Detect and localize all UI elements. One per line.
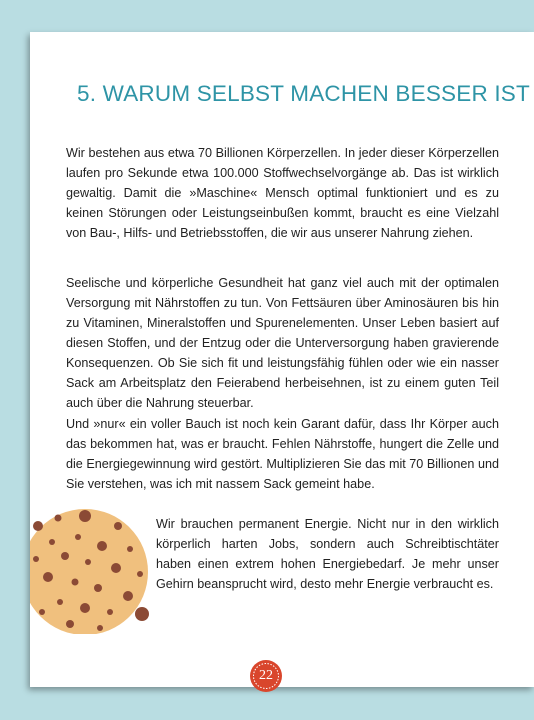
- book-page: [30, 32, 534, 687]
- cookie-body: [30, 509, 148, 634]
- paragraph-1: Wir bestehen aus etwa 70 Billionen Körperzellen. In jeder dieser Körperzellen laufen pro Sekunde etwa 100.000 Stoffwechselvorgänge ab. Das ist wirklich gewaltig. Damit die »Maschine« Mensch optimal funktioniert und es zu keinen Störungen oder Leistungseinbußen kommt, braucht es eine Vielzahl von Bau-, Hilfs- und Betriebsstoffen, die wir aus unserer Nahrung ziehen.: [66, 146, 499, 240]
- page-number: 22: [259, 668, 273, 683]
- chapter-heading: 5. WARUM SELBST MACHEN BESSER IST: [77, 81, 530, 106]
- paragraph-4: Wir brauchen permanent Energie. Nicht nur in den wirklich körperlich harten Jobs, sondern auch Schreibtischtäter haben einen extrem hohen Energiebedarf. Je mehr unser Gehirn beansprucht wird, desto mehr Energie verbraucht es.: [156, 517, 499, 591]
- cookie-illustration: [30, 504, 150, 634]
- paragraph-3: Und »nur« ein voller Bauch ist noch kein Garant dafür, dass Ihr Körper auch das bekommen hat, was er braucht. Fehlen Nährstoffe, hungert die Zelle und die Energiegewinnung wird gestört. Multiplizieren Sie das mit 70 Billionen und Sie verstehen, was ich mit nassem Sack gemeint habe.: [66, 417, 499, 491]
- paragraph-2: Seelische und körperliche Gesundheit hat ganz viel auch mit der optimalen Versorgung mit Nährstoffen zu tun. Von Fettsäuren über Aminosäuren bis hin zu Vitaminen, Mineralstoffen und Spurenelementen. Unser Leben basiert auf diesen Stoffen, und der Entzug oder die Unterversorgung haben gravierende Konsequenzen. Ob Sie sich fit und leistungsfähig fühlen oder wie ein nasser Sack am Arbeitsplatz den Feierabend herbeisehnen, ist zu einem guten Teil auch über die Nahrung steuerbar.: [66, 276, 499, 410]
